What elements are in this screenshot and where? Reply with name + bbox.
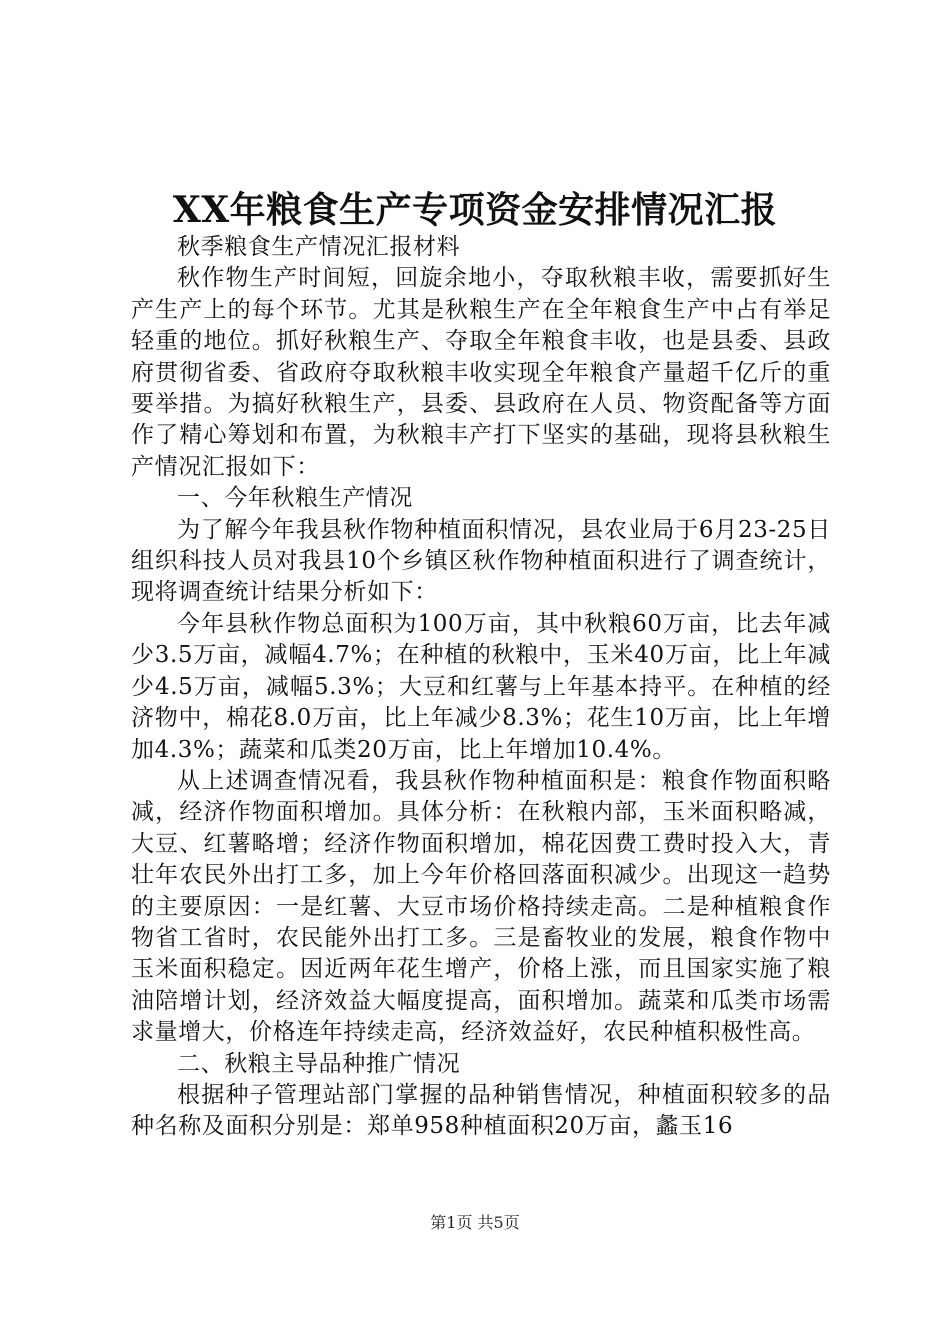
document-title: XX年粮食生产专项资金安排情况汇报 — [172, 189, 778, 231]
paragraph-subtitle: 秋季粮食生产情况汇报材料 — [177, 234, 461, 260]
document-body — [131, 232, 831, 1143]
paragraph-statistics: 今年县秋作物总面积为100万亩，其中秋粮60万亩，比去年减少3.5万亩，减幅4.7%；在种植的秋粮中，玉米40万亩，比上年减少4.5万亩，减幅5.3%；大豆和红薯与上年基本持平。在种植的经济物中，棉花8.0万亩，比上年减少8.3%；花生10万亩，比上年增加4.3%；蔬菜和瓜类20万亩，比上年增加10.4%。 — [131, 610, 831, 763]
paragraph-survey: 为了解今年我县秋作物种植面积情况，县农业局于6月23-25日组织科技人员对我县10个乡镇区秋作物种植面积进行了调查统计，现将调查统计结果分析如下： — [131, 516, 831, 606]
section-heading-2: 二、秋粮主导品种推广情况 — [177, 1050, 461, 1077]
paragraph-varieties: 根据种子管理站部门掌握的品种销售情况，种植面积较多的品种名称及面积分别是：郑单958种植面积20万亩，蠡玉16 — [131, 1081, 831, 1140]
section-heading-1: 一、今年秋粮生产情况 — [177, 485, 413, 512]
paragraph-analysis: 从上述调查情况看，我县秋作物种植面积是：粮食作物面积略减，经济作物面积增加。具体分析：在秋粮内部，玉米面积略减，大豆、红薯略增；经济作物面积增加，棉花因费工费时投入大，青壮年农民外出打工多，加上今年价格回落面积减少。出现这一趋势的主要原因：一是红薯、大豆市场价格持续走高。二是种植粮食作物省工省时，农民能外出打工多。三是畜牧业的发展，粮食作物中玉米面积稳定。因近两年花生增产，价格上涨，而且国家实施了粮油陪增计划，经济效益大幅度提高，面积增加。蔬菜和瓜类市场需求量增大，价格连年持续走高，经济效益好，农民种植积极性高。 — [131, 767, 831, 1046]
page-indicator: 第1页 共5页 — [430, 1213, 520, 1232]
paragraph-intro: 秋作物生产时间短，回旋余地小，夺取秋粮丰收，需要抓好生产生产上的每个环节。尤其是秋粮生产在全年粮食生产中占有举足轻重的地位。抓好秋粮生产、夺取全年粮食丰收，也是县委、县政府贯彻省委、省政府夺取秋粮丰收实现全年粮食产量超千亿斤的重要举措。为搞好秋粮生产，县委、县政府在人员、物资配备等方面作了精心筹划和布置，为秋粮丰产打下坚实的基础，现将县秋粮生产情况汇报如下： — [131, 265, 831, 480]
